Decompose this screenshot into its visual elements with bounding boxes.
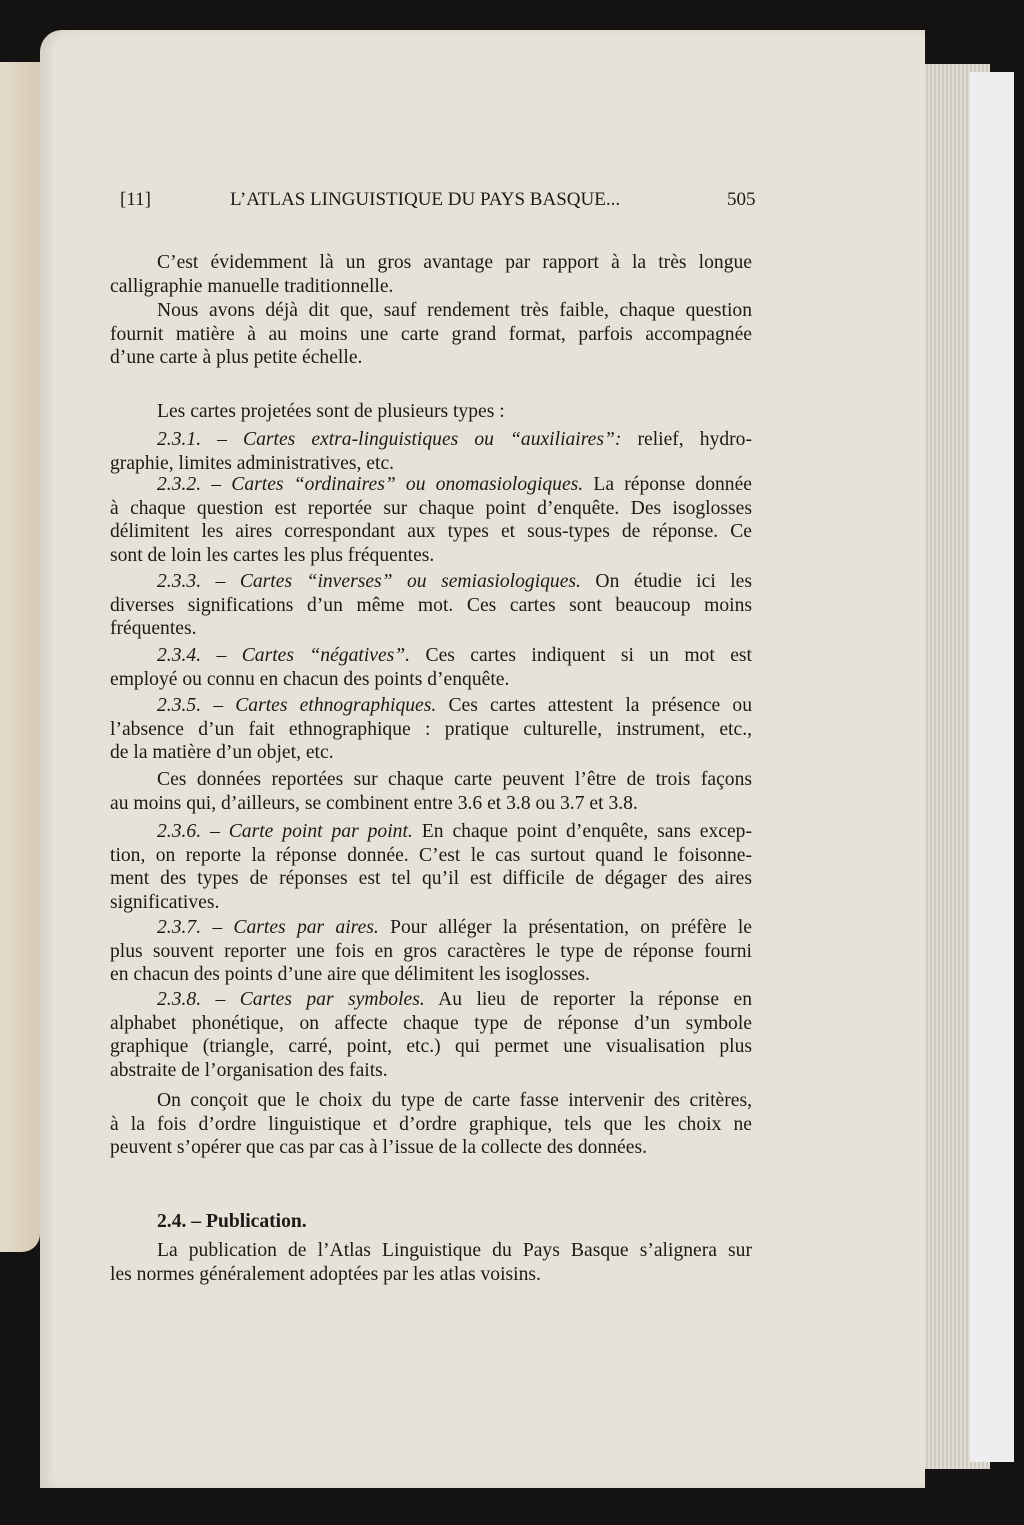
subsection-title: 2.3.8. – Cartes par symboles. [157, 989, 425, 1010]
line-text: C’est évidemment là un gros avantage par rapport à la très longue [157, 252, 752, 273]
text-line [110, 400, 752, 424]
text-line [110, 617, 752, 641]
paragraph [110, 1239, 752, 1286]
text-line [110, 963, 752, 987]
text-line [110, 792, 752, 816]
subsection-title: 2.3.6. – Carte point par point. [157, 821, 413, 842]
line-text: Les cartes projetées sont de plusieurs types : [157, 401, 505, 422]
text-line [110, 544, 752, 568]
line-text: calligraphie manuelle traditionnelle. [110, 275, 394, 297]
paragraph [110, 916, 752, 987]
subsection-title: 2.3.7. – Cartes par aires. [157, 917, 379, 938]
line-text: Ces cartes attestent la présence ou [436, 695, 752, 716]
line-text: sont de loin les cartes les plus fréquentes. [110, 544, 435, 566]
paragraph [110, 473, 752, 567]
line-text: alphabet phonétique, on affecte chaque type de réponse d’un symbole [110, 1012, 752, 1034]
line-text: à la fois d’ordre linguistique et d’ordre graphique, tels que les choix ne [110, 1113, 752, 1135]
line-text: l’absence d’un fait ethnographique : pratique culturelle, instrument, etc., [110, 718, 752, 740]
text-line [110, 299, 752, 323]
text-line [110, 1136, 752, 1160]
line-text: En chaque point d’enquête, sans excep- [412, 821, 753, 842]
paragraph [110, 428, 752, 475]
text-line [110, 1012, 752, 1036]
paragraph [110, 820, 752, 914]
section-number: [11] [120, 189, 151, 210]
line-text: On conçoit que le choix du type de carte fasse intervenir des critères, [157, 1090, 752, 1111]
text-line [110, 1239, 752, 1263]
line-text: tion, on reporte la réponse donnée. C’est le cas surtout quand le foisonne- [110, 844, 752, 866]
subsection-title: 2.3.3. – Cartes “inverses” ou semiasiologiques. [157, 571, 581, 592]
text-line [110, 1113, 752, 1137]
text-line [110, 570, 752, 594]
text-line [110, 594, 752, 618]
book-cover-edge [970, 72, 1014, 1462]
line-text: délimitent les aires correspondant aux types et sous-types de réponse. Ce [110, 521, 752, 542]
line-text: ment des types de réponses est tel qu’il est difficile de dégager des aires [110, 868, 752, 889]
line-text: diverses significations d’un même mot. Ces cartes sont beaucoup moins [110, 594, 752, 616]
line-text: graphie, limites administratives, etc. [110, 452, 395, 474]
text-line [110, 275, 752, 299]
page-number: 505 [727, 189, 756, 210]
text-line [110, 1263, 752, 1287]
text-line [110, 940, 752, 964]
running-title: L’ATLAS LINGUISTIQUE DU PAYS BASQUE... [230, 189, 621, 210]
line-text: La réponse donnée [583, 474, 752, 495]
line-text: fréquentes. [110, 618, 197, 639]
paragraph [110, 768, 752, 815]
text-line [110, 1035, 752, 1059]
line-text: fournit matière à au moins une carte grand format, parfois accompagnée [110, 323, 752, 345]
line-text: significatives. [110, 891, 220, 913]
line-text: relief, hydro- [621, 429, 753, 450]
paragraph [110, 644, 752, 691]
subsection-title: 2.3.2. – Cartes “ordinaires” ou onomasiologiques. [157, 474, 584, 495]
line-text: Au lieu de reporter la réponse en [424, 989, 752, 1010]
line-text: en chacun des points d’une aire que délimitent les isoglosses. [110, 964, 590, 985]
text-line [110, 251, 752, 275]
text-line [110, 718, 752, 742]
text-line [110, 988, 752, 1012]
text-line [110, 916, 752, 940]
text-line [110, 497, 752, 521]
text-line [110, 428, 752, 452]
line-text: Nous avons déjà dit que, sauf rendement très faible, chaque question [157, 300, 752, 321]
line-text: les normes généralement adoptées par les atlas voisins. [110, 1263, 541, 1285]
text-line [110, 820, 752, 844]
line-text: d’une carte à plus petite échelle. [110, 347, 363, 368]
text-line [110, 452, 752, 476]
paragraph [110, 694, 752, 765]
line-text: employé ou connu en chacun des points d’enquête. [110, 668, 510, 690]
text-line [110, 346, 752, 370]
line-text: plus souvent reporter une fois en gros caractères le type de réponse fourni [110, 940, 752, 962]
paragraph [110, 400, 752, 424]
paragraph [110, 251, 752, 298]
line-text: La publication de l’Atlas Linguistique du Pays Basque s’alignera sur [157, 1240, 752, 1261]
text-line [110, 644, 752, 668]
text-line [110, 768, 752, 792]
paragraph [110, 1089, 752, 1160]
text-line [110, 473, 752, 497]
text-line [110, 520, 752, 544]
text-line [110, 867, 752, 891]
line-text: à chaque question est reportée sur chaque point d’enquête. Des isoglosses [110, 497, 752, 519]
text-line [110, 1089, 752, 1113]
text-line [110, 741, 752, 765]
subsection-title: 2.3.5. – Cartes ethnographiques. [157, 695, 437, 716]
line-text: de la matière d’un objet, etc. [110, 742, 334, 763]
section-heading: 2.4. – Publication. [157, 1211, 307, 1232]
text-line [110, 891, 752, 915]
line-text: Pour alléger la présentation, on préfère le [378, 917, 752, 938]
text-line [110, 323, 752, 347]
line-text: Ces données reportées sur chaque carte peuvent l’être de trois façons [157, 769, 752, 790]
line-text: abstraite de l’organisation des faits. [110, 1059, 388, 1081]
facing-page-edge [0, 62, 40, 1252]
paragraph [110, 299, 752, 370]
text-line [110, 668, 752, 692]
text-line [110, 1059, 752, 1083]
paragraph [110, 988, 752, 1082]
line-text: On étudie ici les [580, 571, 752, 592]
paragraph [110, 570, 752, 641]
line-text: peuvent s’opérer que cas par cas à l’issue de la collecte des données. [110, 1137, 647, 1158]
line-text: graphique (triangle, carré, point, etc.) qui permet une visualisation plus [110, 1036, 752, 1057]
text-line [110, 694, 752, 718]
subsection-title: 2.3.1. – Cartes extra-linguistiques ou “auxiliaires”: [157, 429, 622, 450]
subsection-title: 2.3.4. – Cartes “négatives”. [157, 645, 411, 666]
line-text: Ces cartes indiquent si un mot est [410, 645, 752, 666]
line-text: au moins qui, d’ailleurs, se combinent entre 3.6 et 3.8 ou 3.7 et 3.8. [110, 792, 638, 814]
text-line [110, 844, 752, 868]
